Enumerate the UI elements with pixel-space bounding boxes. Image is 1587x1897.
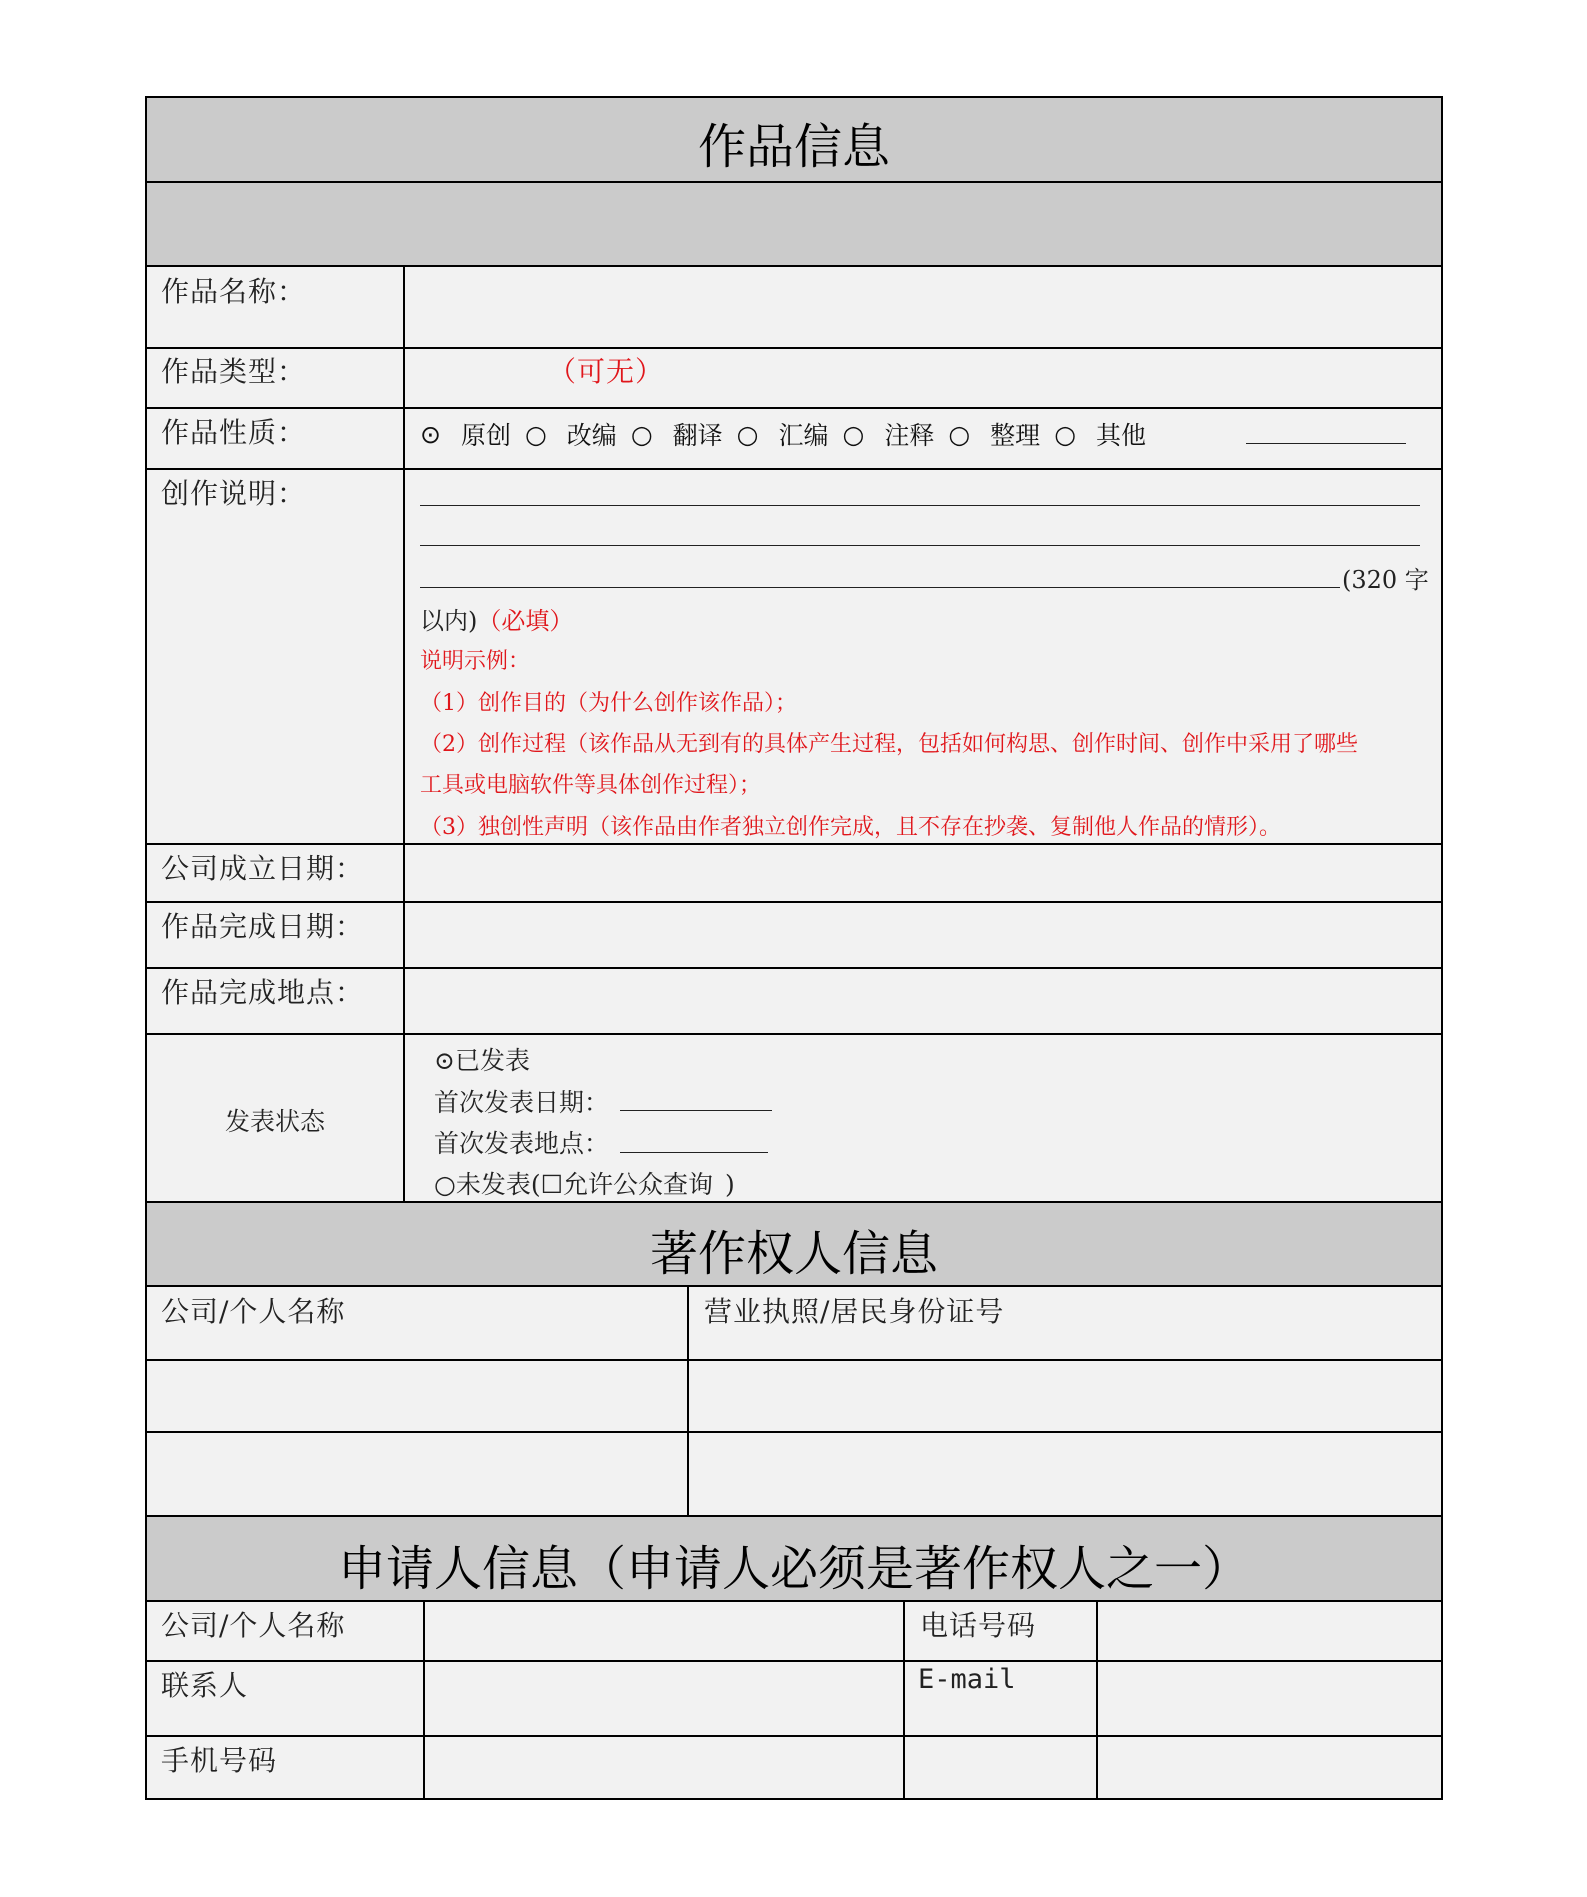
applicant-contact-label: 联系人 xyxy=(161,1669,249,1702)
applicant-mobile-label: 手机号码 xyxy=(161,1744,278,1777)
row-border xyxy=(145,1285,1443,1287)
completion-place-input[interactable] xyxy=(405,969,1441,1033)
empty-label-cell xyxy=(905,1737,1096,1798)
radio-empty-icon: ○ xyxy=(630,419,653,449)
nature-option-label: 整理 xyxy=(990,421,1041,450)
example-3: （3）独创性声明（该作品由作者独立创作完成，且不存在抄袭、复制他人作品的情形）。 xyxy=(420,815,1282,840)
row-border xyxy=(145,407,1443,409)
description-limit-text: 以内) xyxy=(420,607,478,635)
applicant-mobile-input[interactable] xyxy=(425,1737,903,1798)
completion-place-label: 作品完成地点： xyxy=(161,976,365,1009)
row-border xyxy=(145,1033,1443,1035)
radio-empty-icon: ○ xyxy=(948,419,971,449)
row-border xyxy=(145,1798,1443,1800)
row-border xyxy=(145,1201,1443,1203)
first-publish-date-label: 首次发表日期： xyxy=(434,1088,610,1117)
empty-value-cell[interactable] xyxy=(1098,1737,1441,1798)
example-2-cont: 工具或电脑软件等具体创作过程）； xyxy=(420,773,762,798)
owner-id-input-2[interactable] xyxy=(689,1433,1441,1515)
nature-radio-translation[interactable] xyxy=(631,416,723,452)
owner-name-header: 公司/个人名称 xyxy=(161,1295,346,1328)
applicant-title: 申请人信息（申请人必须是著作权人之一） xyxy=(337,1541,1250,1597)
nature-option-label: 翻译 xyxy=(672,421,723,450)
description-limit-cont xyxy=(420,601,573,636)
work-name-input[interactable] xyxy=(405,267,1441,347)
row-border xyxy=(145,181,1443,183)
description-line-1 xyxy=(420,505,1420,506)
nature-radio-annotation[interactable] xyxy=(843,416,935,452)
row-border xyxy=(145,1515,1443,1517)
unpublished-radio[interactable]: ○未发表( xyxy=(434,1170,541,1199)
owner-name-input-2[interactable] xyxy=(147,1433,687,1515)
nature-option-label: 改编 xyxy=(566,421,617,450)
nature-other-blank[interactable] xyxy=(1246,443,1406,444)
radio-empty-icon: ○ xyxy=(524,419,547,449)
description-label: 创作说明： xyxy=(161,477,307,510)
applicant-contact-input[interactable] xyxy=(425,1662,903,1735)
nature-radio-adaptation[interactable] xyxy=(525,416,617,452)
owner-id-input-1[interactable] xyxy=(689,1361,1441,1431)
work-type-hint: （可无） xyxy=(548,355,665,388)
work-nature-options xyxy=(420,414,1440,454)
unpublished-close: ) xyxy=(725,1170,735,1199)
applicant-phone-input[interactable] xyxy=(1098,1602,1441,1660)
nature-radio-original[interactable] xyxy=(420,416,511,452)
applicant-company-label: 公司/个人名称 xyxy=(161,1609,346,1642)
nature-option-label: 汇编 xyxy=(778,421,829,450)
nature-radio-arrangement[interactable] xyxy=(948,416,1040,452)
description-line-2 xyxy=(420,545,1420,546)
row-border xyxy=(145,96,1443,98)
applicant-company-input[interactable] xyxy=(425,1602,903,1660)
radio-empty-icon: ○ xyxy=(842,419,865,449)
published-radio[interactable]: ⊙已发表 xyxy=(434,1046,530,1075)
description-limit: (320 字 xyxy=(1342,566,1429,594)
applicant-phone-label: 电话号码 xyxy=(920,1609,1037,1642)
copyright-owner-title: 著作权人信息 xyxy=(649,1226,938,1282)
first-publish-date-blank[interactable] xyxy=(620,1110,772,1111)
publish-status-label: 发表状态 xyxy=(224,1107,325,1136)
nature-option-label: 注释 xyxy=(884,421,935,450)
radio-empty-icon: ○ xyxy=(736,419,759,449)
radio-selected-icon: ⊙ xyxy=(420,419,441,449)
example-2: （2）创作过程（该作品从无到有的具体产生过程，包括如何构思、创作时间、创作中采用了哪些 xyxy=(420,732,1359,757)
work-name-label: 作品名称： xyxy=(161,275,307,308)
completion-date-input[interactable] xyxy=(405,903,1441,967)
work-type-label: 作品类型： xyxy=(161,355,307,388)
unpublished-row xyxy=(434,1165,735,1201)
applicant-email-label: E-mail xyxy=(918,1664,1016,1695)
nature-option-label: 其他 xyxy=(1096,421,1147,450)
example-title: 说明示例： xyxy=(420,649,531,674)
applicant-email-input[interactable] xyxy=(1098,1662,1441,1735)
nature-radio-compilation[interactable] xyxy=(737,416,829,452)
work-nature-label: 作品性质： xyxy=(161,416,307,449)
required-hint: （必填） xyxy=(477,607,574,635)
first-publish-place-blank[interactable] xyxy=(620,1152,768,1153)
work-info-title: 作品信息 xyxy=(697,119,890,175)
description-line-3 xyxy=(420,587,1340,588)
first-publish-place-label: 首次发表地点： xyxy=(434,1129,610,1158)
radio-empty-icon: ○ xyxy=(1054,419,1077,449)
nature-option-label: 原创 xyxy=(460,421,511,450)
company-date-input[interactable] xyxy=(405,845,1441,901)
owner-name-input-1[interactable] xyxy=(147,1361,687,1431)
company-date-label: 公司成立日期： xyxy=(161,852,365,885)
owner-id-header: 营业执照/居民身份证号 xyxy=(704,1295,1005,1328)
example-1: （1）创作目的（为什么创作该作品）； xyxy=(420,691,797,716)
completion-date-label: 作品完成日期： xyxy=(161,910,365,943)
description-textarea[interactable] xyxy=(405,470,1441,610)
nature-radio-other[interactable] xyxy=(1054,416,1146,452)
allow-public-query-checkbox[interactable]: ☐允许公众查询 xyxy=(540,1170,713,1199)
